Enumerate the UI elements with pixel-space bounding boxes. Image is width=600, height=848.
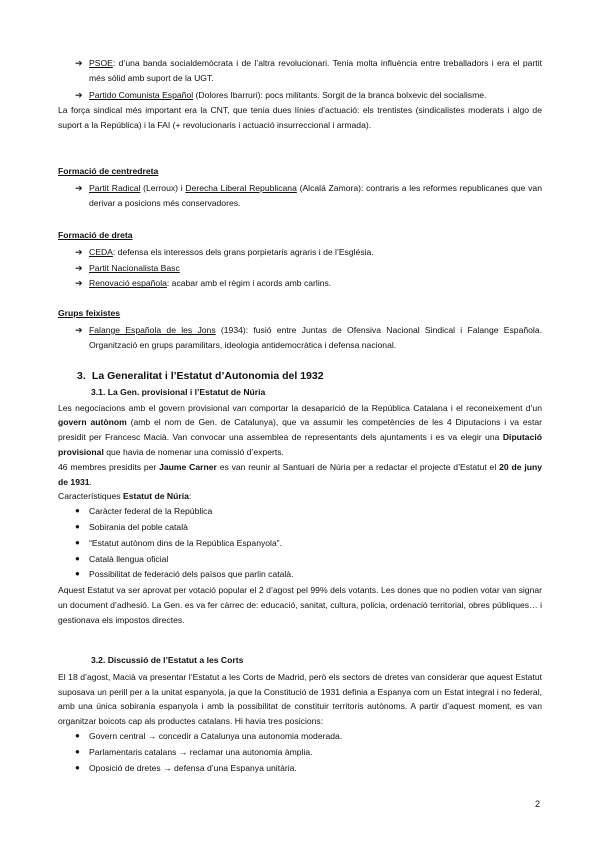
arrow-icon: ➔	[75, 246, 83, 257]
right-section	[58, 228, 542, 291]
section-title: 3. La Generalitat i l’Estatut d’Autonomia del 1932	[77, 370, 324, 382]
subsection-title: 3.1. La Gen. provisional i l’Estatut de Núria	[91, 386, 266, 397]
list-item: ● “Estatut autònom dins de la República Espanyola”.	[58, 536, 542, 551]
bullet-icon: ●	[75, 521, 80, 531]
list-item: ● Caràcter federal de la República	[58, 504, 542, 519]
arrow-icon: ➔	[75, 58, 83, 68]
section-3	[58, 369, 542, 628]
bullet-icon: ●	[75, 730, 80, 740]
list-item: ➔ Partit Nacionalista Basc	[58, 261, 542, 276]
bullet-icon: ●	[75, 762, 80, 772]
paragraph: El 18 d’agost, Macià va presentar l’Estatut a les Corts de Madrid, però els sectors de dretes van considerar que aquest Estatut suposava un perill per a la unitat espanyola, ja que la Constitució de 1931 definia a Espanya com un Estat integral i no federal, amb una única sobirania espanyola i amb la possibilitat de constituir territoris autònoms. A partir d’aquest moment, es van organitzar boicots cap als productes catalans. Hi havia tres posicions:	[58, 671, 542, 727]
list-item: ➔ Partit Radical (Lerroux) i Derecha Liberal Republicana (Alcalá Zamora): contraris a les reformes republicanes que van derivar a posicions més conservadores.	[75, 182, 542, 208]
features-intro: Característiques Estatut de Núria:	[58, 491, 192, 502]
subsection-title: 3.2. Discussió de l’Estatut a les Corts	[91, 655, 244, 665]
list-item: ● Parlamentaris catalans → reclamar una autonomia àmplia.	[58, 745, 542, 760]
arrow-icon: ➔	[75, 89, 83, 100]
section-3-2	[58, 653, 542, 775]
bullet-icon: ●	[75, 746, 80, 756]
page-number: 2	[535, 799, 541, 809]
cnt-paragraph: La força sindical més important era la CNT, que tenia dues línies d’actuació: els trentistes (sindicalistes moderats i algo de suport a la República) i la FAI (+ revolucionaris i actuació insurreccional i armada).	[58, 105, 542, 131]
list-item: ➔ Renovació española: acabar amb el règim i acords amb carlins.	[58, 276, 542, 291]
paragraph: Aquest Estatut va ser aprovat per votació popular el 2 d’agost pel 99% dels votants. Les dones que no podien votar van signar un document d’adhesió. La Gen. es va fer càrrec de: educació, sanitat, cultura, policia, ordenació territorial, obres públiques… i gestionava els impostos directes.	[58, 585, 542, 625]
paragraph: 46 membres presidits per Jaume Carner es van reunir al Santuari de Núria per a redactar el projecte d’Estatut el 20 de juny de 1931.	[58, 461, 542, 487]
arrow-icon: ➔	[75, 278, 83, 289]
list-item: ● Possibilitat de federació dels països que parlin català.	[58, 567, 542, 582]
party-name: Partido Comunista Español	[89, 89, 194, 100]
arrow-icon: ➔	[75, 324, 83, 335]
section-heading: Formació de dreta	[58, 230, 133, 240]
list-item: ● Català llengua oficial	[58, 552, 542, 567]
fascist-section	[58, 306, 542, 352]
list-item: ➔ Partido Comunista Español (Dolores Ibarruri): pocs militants. Sorgit de la branca bolxevic del socialisme.	[58, 88, 542, 103]
party-name: PSOE	[89, 58, 113, 68]
list-item: ● Sobirania del poble català	[58, 520, 542, 535]
list-item: ➔ CEDA: defensa els interessos dels grans porpietaris agraris i de l’Església.	[58, 245, 542, 260]
centre-right-section	[58, 164, 542, 210]
bullet-icon: ●	[75, 553, 80, 563]
arrow-icon: ➔	[75, 262, 83, 273]
bullet-icon: ●	[75, 537, 80, 547]
section-heading: Formació de centredreta	[58, 166, 159, 176]
paragraph: Les negociacions amb el govern provisional van comportar la desaparició de la República Catalana i el reconeixement d’un govern autònom (amb el nom de Gen. de Catalunya), que va assumir les competències de les 4 Diputacions i va estar presidit per Francesc Macià. Van convocar una assemblea de representants dels ajuntaments i es va elegir una Diputació provisional que havia de nomenar una comissió d’experts.	[58, 402, 542, 457]
list-item: ➔ PSOE: d’una banda socialdemòcrata i de l’altra revolucionari. Tenia molta influència entre treballadors i era el partit més sòlid amb suport de la UGT.	[75, 58, 542, 83]
bullet-icon: ●	[75, 506, 80, 516]
list-item: ● Oposició de dretes → defensa d’una Espanya unitària.	[58, 761, 542, 776]
list-item: ➔ Falange Española de les Jons (1934): fusió entre Juntas de Ofensiva Nacional Sindical i Falange Española. Organització en grups paramilitars, ideologia antidemocràtica i defensa nacional.	[75, 324, 543, 350]
left-parties-list	[58, 56, 542, 133]
bullet-icon: ●	[75, 569, 80, 579]
arrow-icon: ➔	[75, 182, 83, 193]
list-item: ● Govern central → concedir a Catalunya una autonomia moderada.	[58, 729, 542, 744]
section-heading: Grups feixistes	[58, 308, 121, 318]
